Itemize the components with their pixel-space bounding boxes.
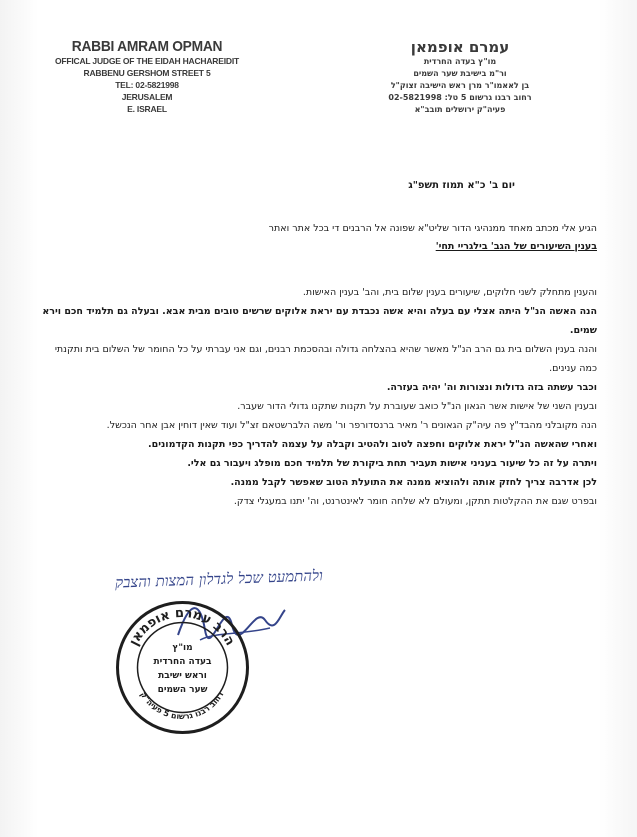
letterhead-line: רחוב רבנו גרשום 5 טל: 02-5821998: [388, 93, 532, 102]
letterhead-english: [52, 38, 242, 115]
letterhead-line: RABBENU GERSHOM STREET 5: [83, 68, 211, 78]
paragraph: ובענין השני של אישות אשר הגאון הנ"ל כואב שעוברת על תקנות שתקנו גדולי הדור שעבר.: [237, 401, 597, 412]
letterhead-line: מו"ץ בעדה החרדית: [423, 57, 497, 66]
paragraph: ואחרי שהאשה הנ"ל יראת אלוקים וחפצה לטוב ולהטיב וקבלה על עצמה להדריך כפי תקנות הקדמונים.: [147, 439, 597, 450]
letterhead-line: OFFICAL JUDGE OF THE EIDAH HACHAREIDIT: [55, 56, 239, 66]
subject-line: בענין השיעורים של הגב' בילגריי תחי': [435, 241, 597, 252]
stamp-center-line: שער השמים: [157, 685, 208, 695]
paragraph: הנה מקובלני מהבד"ץ פה עיה"ק הגאונים ר' מאיר ברנסדורפר ור' משה הלברשטאם זצ"ל ועוד שאין דוחין אבן אחר הנכשל.: [106, 420, 597, 431]
paragraph: הנה האשה הנ"ל היתה אצלי עם בעלה והיא אשה נכבדת עם יראת אלוקים שרשים טובים מבית אבא. ובעלה גם תלמיד חכם וירא שמים.: [42, 306, 597, 336]
svg-text:הרב עמרם אופמאן: [127, 606, 238, 649]
letter-intro: [77, 220, 597, 256]
paragraph: ובפרט שגם את ההקלטות תתקן, ומעולם לא שלחה חומר לאינטרנט, וה' יתנו במעגלי צדק.: [233, 496, 597, 507]
letterhead-line: בן לאאמו"ר מרן ראש הישיבה זצוק"ל: [390, 81, 530, 90]
intro-line: הגיע אלי מכתב מאחד ממנהיגי הדור שליט"א שפונה אל הרבנים די בכל אתר ואתר: [268, 223, 597, 234]
letterhead-line: TEL: 02-5821998: [115, 80, 179, 90]
letter-body: [42, 283, 597, 511]
rabbi-name-english: RABBI AMRAM OPMAN: [71, 38, 223, 55]
rabbi-name-hebrew: עמרם אופמאן: [410, 38, 510, 56]
paragraph: והענין מתחלק לשני חלוקים, שיעורים בענין שלום בית, והב' בענין האישות.: [302, 287, 597, 298]
stamp-center-line: מו"ץ: [172, 643, 193, 653]
letterhead-line: E. ISRAEL: [127, 104, 167, 114]
letterhead-hebrew: [325, 38, 595, 116]
paragraph: והנה בענין השלום בית גם הרב הנ"ל מאשר שהיא בהצלחה גדולה ובהסכמת רבנים, וגם אני עברתי על כל החומר של השלום בית ותקנתי כמה ענינים.: [54, 344, 597, 374]
stamp-center-line: וראש ישיבת: [158, 671, 207, 681]
handwritten-note: ולהתמעט שכל לגדלון המצות והצבק: [114, 566, 324, 592]
letterhead-line: פעיה"ק ירושלים תובב"א: [414, 105, 506, 114]
stamp-center-line: בעדה החרדית: [153, 657, 212, 667]
letterhead-line: ור"מ בישיבת שער השמים: [413, 69, 507, 78]
stamp-bottom-text: רחוב רבנו גרשום 5 פעיה"ק: [138, 690, 226, 722]
paragraph: ויתרה על זה כל שיעור בעניני אישות תעביר תחת ביקורת של תלמיד חכם מופלג ויעבור גם אלי.: [187, 458, 597, 469]
paragraph: וכבר עשתה בזה גדולות ונצורות וה' יהיה בעזרה.: [386, 382, 597, 393]
letterhead-line: JERUSALEM: [121, 92, 173, 102]
stamp-top-text: הרב עמרם אופמאן: [126, 605, 238, 649]
paragraph: לכן אדרבה צריך לחזק אותה ולהוציא ממנה את התועלת הטוב שאפשר לקבל ממנה.: [230, 477, 597, 488]
official-stamp: [115, 600, 250, 735]
letter-date: יום ב' כ"א תמוז תשפ"ג: [408, 180, 515, 191]
